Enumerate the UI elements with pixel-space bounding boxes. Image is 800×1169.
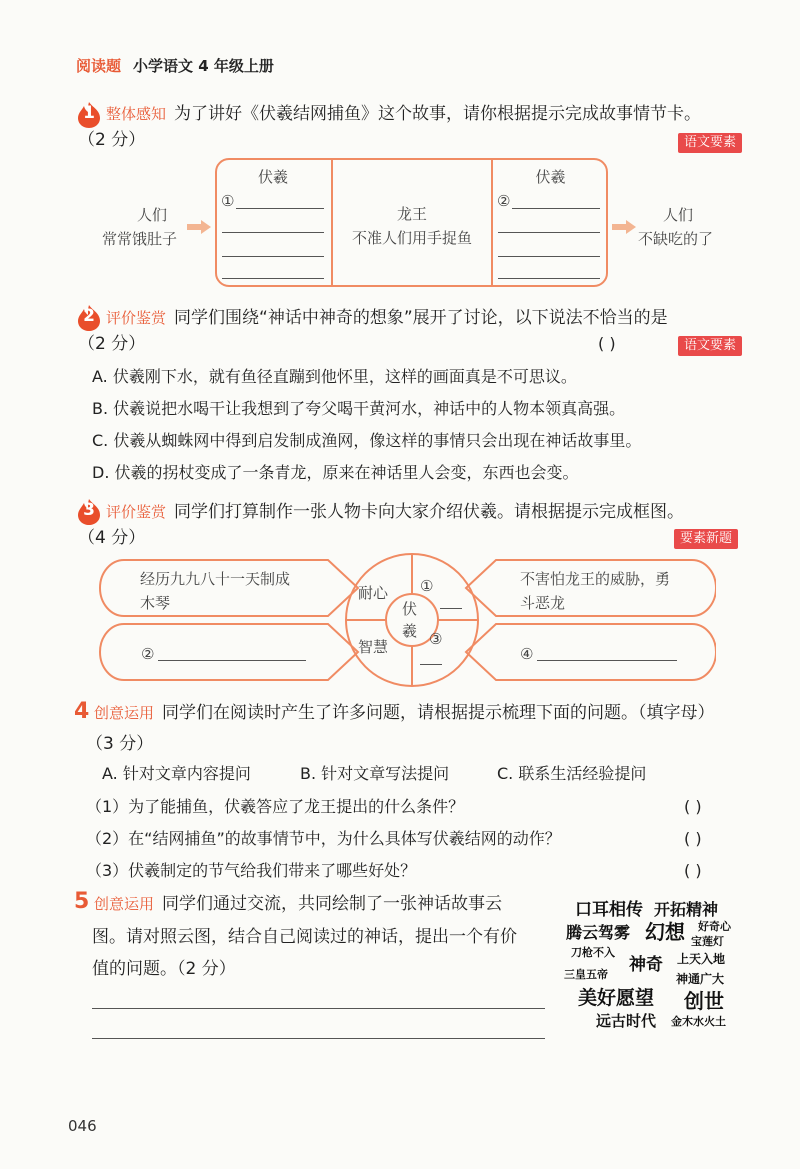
q5-line1 <box>94 893 502 915</box>
question-number: 3 <box>83 500 95 520</box>
q1-box1-title: 伏羲 <box>257 168 288 186</box>
q1-left-line2: 常常饿肚子 <box>102 230 178 248</box>
q4-line1 <box>94 702 715 724</box>
cloud-word: 幻想 <box>645 920 685 944</box>
q3-tag: 评价鉴赏 <box>106 503 167 521</box>
cloud-word: 三皇五帝 <box>564 968 608 981</box>
cloud-word: 口耳相传 <box>575 900 643 920</box>
q3-center-char1: 伏 <box>402 600 418 618</box>
q5-tag: 创意运用 <box>94 895 155 913</box>
q4-tag: 创意运用 <box>94 704 155 722</box>
cloud-word: 神奇 <box>629 955 663 975</box>
cloud-word: 创世 <box>684 989 724 1013</box>
q3-center-br: ③ <box>429 630 443 648</box>
q4-answer-paren[interactable]: ( ) <box>684 829 702 848</box>
q1-right-line1: 人们 <box>662 206 693 224</box>
q1-line1 <box>106 103 701 125</box>
q1-box1-blank-label: ① <box>221 192 235 210</box>
cloud-word: 神通广大 <box>676 972 725 986</box>
q4-text: 同学们在阅读时产生了许多问题，请根据提示梳理下面的问题。（填字母） <box>162 703 715 723</box>
flame-icon <box>76 101 102 129</box>
answer-line[interactable] <box>498 232 600 233</box>
cloud-word: 美好愿望 <box>578 987 655 1009</box>
q3-score: （4 分） <box>78 528 146 548</box>
q3-tr-line1: 不害怕龙王的威胁，勇 <box>520 570 671 588</box>
answer-line[interactable] <box>236 208 324 209</box>
q1-box3-title: 伏羲 <box>535 168 566 186</box>
q3-tl-line2: 木琴 <box>140 594 171 612</box>
question-number: 1 <box>83 103 95 123</box>
q4-answer-paren[interactable]: ( ) <box>684 797 702 816</box>
q2-text: 同学们围绕“神话中神奇的想象”展开了讨论，以下说法不恰当的是 <box>174 308 668 328</box>
q2-answer-paren[interactable]: ( ) <box>598 334 616 353</box>
q3-br-blank-label: ④ <box>520 645 534 663</box>
q3-center-char2: 羲 <box>402 622 418 640</box>
q3-tr-line2: 斗恶龙 <box>520 594 566 612</box>
q4-option-b: B. 针对文章写法提问 <box>300 764 450 783</box>
q5-text: 同学们通过交流，共同绘制了一张神话故事云 <box>162 894 503 914</box>
q2-option-a: A. 伏羲刚下水，就有鱼径直蹦到他怀里，这样的画面真是不可思议。 <box>92 367 577 386</box>
arrow-right-icon <box>187 220 211 234</box>
question-number: 4 <box>74 699 90 724</box>
answer-line[interactable] <box>222 278 324 279</box>
flame-icon <box>76 498 102 526</box>
cloud-word: 开拓精神 <box>654 900 719 919</box>
answer-line[interactable] <box>92 1008 545 1009</box>
cloud-word: 腾云驾雾 <box>566 923 631 942</box>
q1-box2-line1: 龙王 <box>396 205 427 223</box>
q1-text: 为了讲好《伏羲结网捕鱼》这个故事，请你根据提示完成故事情节卡。 <box>174 104 702 124</box>
cloud-word: 上天入地 <box>677 952 726 966</box>
q3-bl-blank-label: ② <box>141 645 155 663</box>
answer-line[interactable] <box>512 208 600 209</box>
q4-item-1: （1）为了能捕鱼，伏羲答应了龙王提出的什么条件？ <box>86 797 465 816</box>
q1-tag: 整体感知 <box>106 105 167 123</box>
q1-box3-blank-label: ② <box>497 192 511 210</box>
q3-center-bl: 智慧 <box>358 638 389 656</box>
answer-line[interactable] <box>440 608 462 609</box>
q1-badge: 语文要素 <box>678 133 742 153</box>
answer-line[interactable] <box>537 660 677 661</box>
q3-badge: 要素新题 <box>674 529 738 549</box>
subject-label: 小学语文 4 年级上册 <box>133 57 274 75</box>
arrow-right-icon <box>612 220 636 234</box>
q1-right-line2: 不缺吃的了 <box>638 230 714 248</box>
q2-score: （2 分） <box>78 334 146 354</box>
answer-line[interactable] <box>92 1038 545 1039</box>
cloud-word: 好奇心 <box>698 920 731 933</box>
q1-score: （2 分） <box>78 130 146 150</box>
section-label: 阅读题 <box>76 57 122 75</box>
answer-line[interactable] <box>420 664 442 665</box>
cloud-word: 金木水火土 <box>671 1015 726 1028</box>
q4-answer-paren[interactable]: ( ) <box>684 861 702 880</box>
q2-line1 <box>106 307 668 329</box>
q3-line1 <box>106 501 684 523</box>
q5-line2: 图。请对照云图，结合自己阅读过的神话，提出一个有价 <box>92 927 517 947</box>
cloud-word: 宝莲灯 <box>691 935 724 948</box>
question-number: 2 <box>83 306 95 326</box>
answer-line[interactable] <box>498 278 600 279</box>
q2-option-b: B. 伏羲说把水喝干让我想到了夸父喝干黄河水，神话中的人物本领真高强。 <box>92 399 626 418</box>
q2-tag: 评价鉴赏 <box>106 309 167 327</box>
q2-option-d: D. 伏羲的拐杖变成了一条青龙，原来在神话里人会变，东西也会变。 <box>92 463 579 482</box>
page-header <box>76 55 274 76</box>
cloud-word: 刀枪不入 <box>571 946 615 959</box>
q4-option-a: A. 针对文章内容提问 <box>102 764 251 783</box>
answer-line[interactable] <box>222 256 324 257</box>
q3-center-tr: ① <box>420 577 434 595</box>
q3-center-tl: 耐心 <box>358 584 389 602</box>
q3-text: 同学们打算制作一张人物卡向大家介绍伏羲。请根据提示完成框图。 <box>174 502 685 522</box>
q1-left-line1: 人们 <box>136 206 167 224</box>
q2-option-c: C. 伏羲从蜘蛛网中得到启发制成渔网，像这样的事情只会出现在神话故事里。 <box>92 431 642 450</box>
q4-item-3: （3）伏羲制定的节气给我们带来了哪些好处？ <box>86 861 417 880</box>
answer-line[interactable] <box>498 256 600 257</box>
q5-line3: 值的问题。（2 分） <box>92 959 236 979</box>
q2-badge: 语文要素 <box>678 336 742 356</box>
cloud-word: 远古时代 <box>596 1012 657 1030</box>
q4-item-2: （2）在“结网捕鱼”的故事情节中，为什么具体写伏羲结网的动作？ <box>86 829 561 848</box>
q3-tl-line1: 经历九九八十一天制成 <box>140 570 291 588</box>
question-number: 5 <box>74 889 90 914</box>
q1-box2-line2: 不准人们用手捉鱼 <box>351 229 472 247</box>
answer-line[interactable] <box>158 660 306 661</box>
q4-option-c: C. 联系生活经验提问 <box>497 764 647 783</box>
answer-line[interactable] <box>222 232 324 233</box>
q4-score: （3 分） <box>86 734 154 754</box>
page-number: 046 <box>68 1117 97 1135</box>
flame-icon <box>76 304 102 332</box>
